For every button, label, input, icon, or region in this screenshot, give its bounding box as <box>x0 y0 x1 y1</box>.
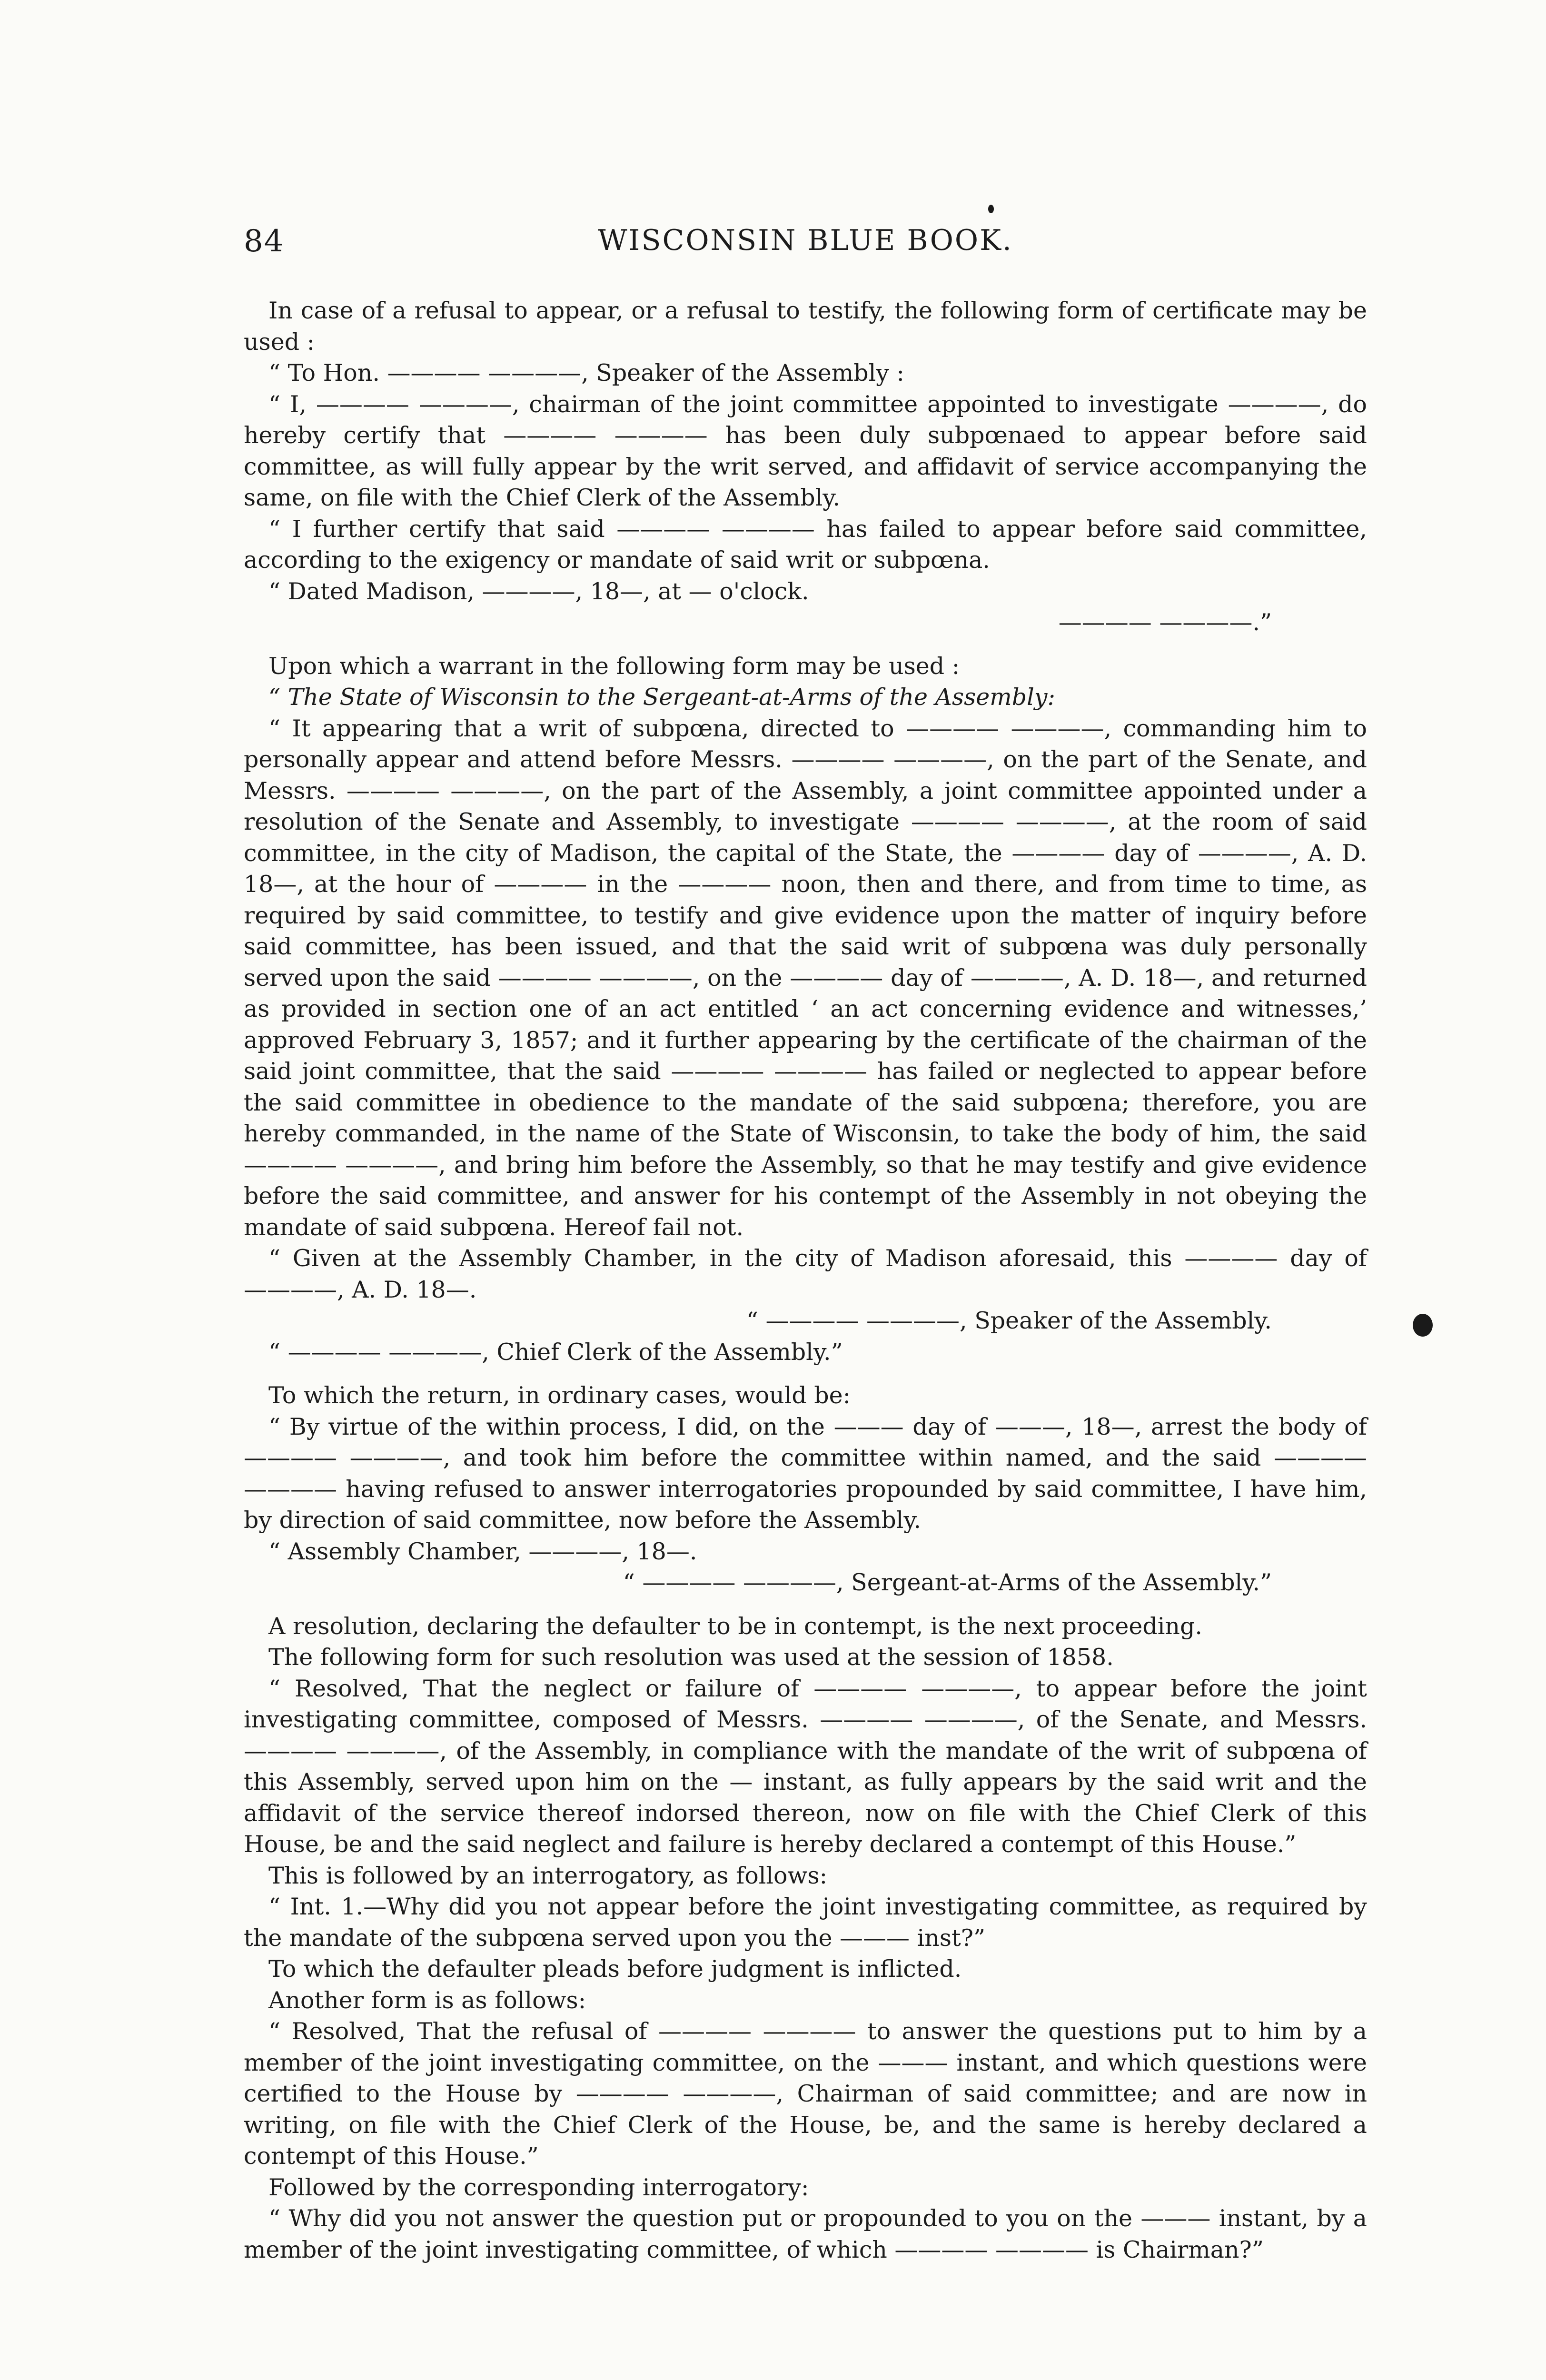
paragraph: Upon which a warrant in the following form may be used : <box>268 652 960 680</box>
paragraph: To which the return, in ordinary cases, would be: <box>268 1382 851 1409</box>
signature-line: ———— ————.” <box>1058 609 1272 636</box>
paragraph: To which the defaulter pleads before judgment is inflicted. <box>268 1955 962 1983</box>
signature-line: “ ———— ————, Speaker of the Assembly. <box>746 1307 1272 1334</box>
paragraph: “ Resolved, That the refusal of ———— ———— to answer the questions put to him by a member of the joint investigating committee, on the ——— instant, and which questions were certified to the House by ———— ————, Chairman of said committee; and are now in writing, on file with the Chief Clerk of the House, be, and the same is hereby declared a contempt of this House.” <box>244 2018 1367 2170</box>
paragraph: In case of a refusal to appear, or a refusal to testify, the following form of certificate may be used : <box>244 297 1367 356</box>
page-number: 84 <box>244 224 285 259</box>
paragraph: “ The State of Wisconsin to the Sergeant-at-Arms of the Assembly: <box>268 684 1055 711</box>
page-header <box>244 224 1367 267</box>
signature-line: “ ———— ————, Sergeant-at-Arms of the Assembly.” <box>623 1569 1272 1596</box>
paragraph: The following form for such resolution was used at the session of 1858. <box>268 1644 1114 1671</box>
paragraph: “ Dated Madison, ————, 18—, at — o'clock. <box>268 577 809 605</box>
signature-line: “ ———— ————, Chief Clerk of the Assembly.” <box>268 1338 843 1366</box>
page-body <box>244 295 1367 2265</box>
paragraph: “ To Hon. ———— ————, Speaker of the Assembly : <box>268 359 905 387</box>
running-title: WISCONSIN BLUE BOOK. <box>597 224 1013 257</box>
paragraph: “ It appearing that a writ of subpœna, directed to ———— ————, commanding him to personally appear and attend before Messrs. ———— ————, on the part of the Senate, and Messrs. ———— ————, on the part of the Assembly, a joint committee appointed under a resolution of the Senate and Assembly, to investigate ———— ————, at the room of said committee, in the city of Madison, the capital of the State, the ———— day of ————, A. D. 18—, at the hour of ———— in the ———— noon, then and there, and from time to time, as required by said committee, to testify and give evidence upon the matter of inquiry before said committee, has been issued, and that the said writ of subpœna was duly personally served upon the said ———— ————, on the ———— day of ————, A. D. 18—, and returned as provided in section one of an act entitled ‘ an act concerning evidence and witnesses,’ approved February 3, 1857; and it further appearing by the certificate of the chairman of the said joint committee, that the said ———— ———— has failed or neglected to appear before the said committee in obedience to the mandate of the said subpœna; therefore, you are hereby commanded, in the name of the State of Wisconsin, to take the body of him, the said ———— ————, and bring him before the Assembly, so that he may testify and give evidence before the said committee, and answer for his contempt of the Assembly in not obeying the mandate of said subpœna. Hereof fail not. <box>244 714 1367 1241</box>
ink-speck <box>988 205 994 213</box>
ink-blot <box>1413 1314 1433 1337</box>
paragraph: “ Assembly Chamber, ————, 18—. <box>268 1537 697 1565</box>
paragraph: “ Resolved, That the neglect or failure of ———— ————, to appear before the joint investigating committee, composed of Messrs. ———— ————, of the Senate, and Messrs. ———— ————, of the Assembly, in compliance with the mandate of the writ of subpœna of this Assembly, served upon him on the — instant, as fully appears by the said writ and the affidavit of the service thereof indorsed thereon, now on file with the Chief Clerk of this House, be and the said neglect and failure is hereby declared a contempt of this House.” <box>244 1675 1367 1858</box>
paragraph: A resolution, declaring the defaulter to be in contempt, is the next proceeding. <box>268 1612 1202 1640</box>
paragraph: “ By virtue of the within process, I did, on the ——— day of ———, 18—, arrest the body of ———— ————, and took him before the committee within named, and the said ———— ———— having refused to answer interrogatories propounded by said committee, I have him, by direction of said committee, now before the Assembly. <box>244 1413 1367 1534</box>
paragraph: “ Why did you not answer the question put or propounded to you on the ——— instant, by a member of the joint investigating committee, of which ———— ———— is Chairman?” <box>244 2205 1367 2263</box>
paragraph: Another form is as follows: <box>268 1986 586 2014</box>
paragraph: This is followed by an interrogatory, as follows: <box>268 1862 828 1889</box>
paragraph: “ I, ———— ————, chairman of the joint committee appointed to investigate ————, do hereby certify that ———— ———— has been duly subpœnaed to appear before said committee, as will fully appear by the writ served, and affidavit of service accompanying the same, on file with the Chief Clerk of the Assembly. <box>244 390 1367 511</box>
paragraph: Followed by the corresponding interrogatory: <box>268 2173 809 2201</box>
paragraph: “ Given at the Assembly Chamber, in the city of Madison aforesaid, this ———— day of ————, A. D. 18—. <box>244 1245 1367 1303</box>
paragraph: “ I further certify that said ———— ———— has failed to appear before said committee, according to the exigency or mandate of said writ or subpœna. <box>244 515 1367 574</box>
paragraph: “ Int. 1.—Why did you not appear before the joint investigating committee, as required by the mandate of the subpœna served upon you the ——— inst?” <box>244 1893 1367 1952</box>
